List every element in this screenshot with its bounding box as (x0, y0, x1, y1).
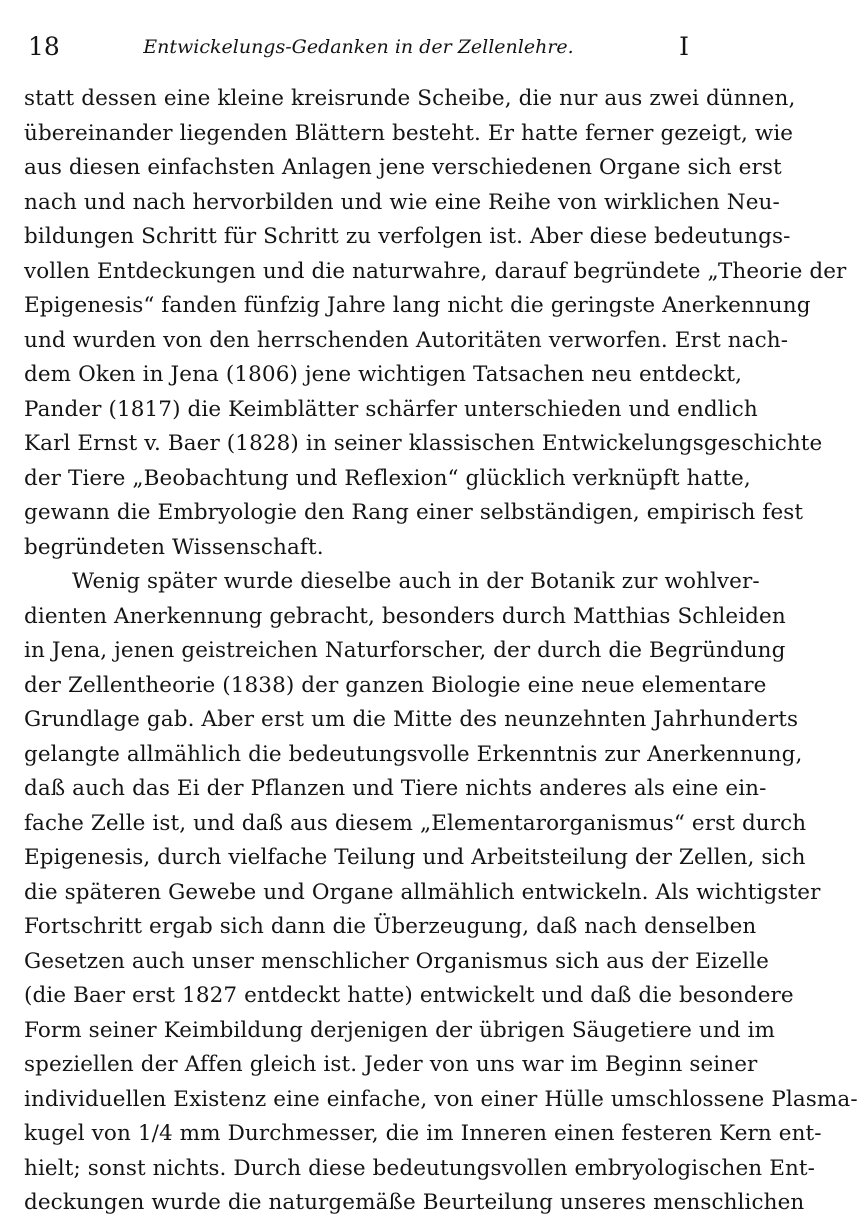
text-line: übereinander liegenden Blättern besteht. Er hatte ferner gezeigt, wie (24, 120, 794, 146)
text-line: individuellen Existenz eine einfache, von einer Hülle umschlossene Plasma- (24, 1086, 858, 1112)
text-line: gelangte allmählich die bedeutungsvolle Erkenntnis zur Anerkennung, (24, 741, 803, 767)
text-line: Form seiner Keimbildung derjenigen der übrigen Säugetiere und im (24, 1017, 776, 1043)
page-number: 18 (28, 32, 60, 61)
text-line: Grundlage gab. Aber erst um die Mitte des neunzehnten Jahrhunderts (24, 707, 799, 732)
text-line: (die Baer erst 1827 entdeckt hatte) entwickelt und daß die besondere (24, 983, 794, 1008)
text-line: daß auch das Ei der Pflanzen und Tiere nichts anderes als eine ein- (24, 776, 767, 801)
text-line: deckungen wurde die naturgemäße Beurteilung unseres menschlichen (24, 1190, 805, 1215)
paragraph-end-line: begründeten Wissenschaft. (24, 534, 324, 560)
text-line: Epigenesis, durch vielfache Teilung und Arbeitsteilung der Zellen, sich (24, 845, 806, 870)
text-line: Epigenesis“ fanden fünfzig Jahre lang nicht die geringste Anerkennung (24, 293, 811, 318)
text-line: und wurden von den herrschenden Autoritäten verworfen. Erst nach- (24, 327, 789, 353)
text-line: dem Oken in Jena (1806) jene wichtigen Tatsachen neu entdeckt, (24, 362, 743, 387)
text-line: in Jena, jenen geistreichen Naturforscher, der durch die Begründung (24, 638, 786, 663)
text-line: Karl Ernst v. Baer (1828) in seiner klassischen Entwickelungsgeschichte (24, 431, 823, 456)
text-line: bildungen Schritt für Schritt zu verfolgen ist. Aber diese bedeutungs- (24, 224, 791, 249)
body-text (24, 82, 858, 1221)
text-line: statt dessen eine kleine kreisrunde Scheibe, die nur aus zwei dünnen, (24, 86, 796, 111)
text-line: Pander (1817) die Keimblätter schärfer unterschieden und endlich (24, 396, 758, 422)
running-head: Entwickelungs-Gedanken in der Zellenlehre. (143, 36, 574, 58)
text-line: fache Zelle ist, und daß aus diesem „Elementarorganismus“ erst durch (24, 810, 807, 836)
text-line: Fortschritt ergab sich dann die Überzeugung, daß nach denselben (24, 914, 757, 939)
paragraph-start-line: Wenig später wurde dieselbe auch in der Botanik zur wohlver- (72, 569, 760, 594)
text-line: dienten Anerkennung gebracht, besonders durch Matthias Schleiden (24, 603, 786, 629)
page-header (22, 30, 695, 64)
text-line: nach und nach hervorbilden und wie eine Reihe von wirklichen Neu- (24, 189, 780, 215)
text-line: die späteren Gewebe und Organe allmählich entwickeln. Als wichtigster (24, 879, 821, 905)
text-line: der Zellentheorie (1838) der ganzen Biologie eine neue elementare (24, 672, 767, 698)
text-line: speziellen der Affen gleich ist. Jeder von uns war im Beginn seiner (24, 1052, 758, 1077)
text-line: gewann die Embryologie den Rang einer selbständigen, empirisch fest (24, 500, 804, 525)
text-line: hielt; sonst nichts. Durch diese bedeutungsvollen embryologischen Ent- (24, 1155, 816, 1181)
text-line: der Tiere „Beobachtung und Reflexion“ glücklich verknüpft hatte, (24, 465, 751, 491)
chapter-number: I (679, 32, 689, 61)
text-line: aus diesen einfachsten Anlagen jene verschiedenen Organe sich erst (24, 155, 782, 180)
text-line: kugel von 1/4 mm Durchmesser, die im Inneren einen festeren Kern ent- (24, 1121, 822, 1146)
text-line: vollen Entdeckungen und die naturwahre, darauf begründete „Theorie der (24, 258, 847, 284)
text-line: Gesetzen auch unser menschlicher Organismus sich aus der Eizelle (24, 948, 769, 974)
